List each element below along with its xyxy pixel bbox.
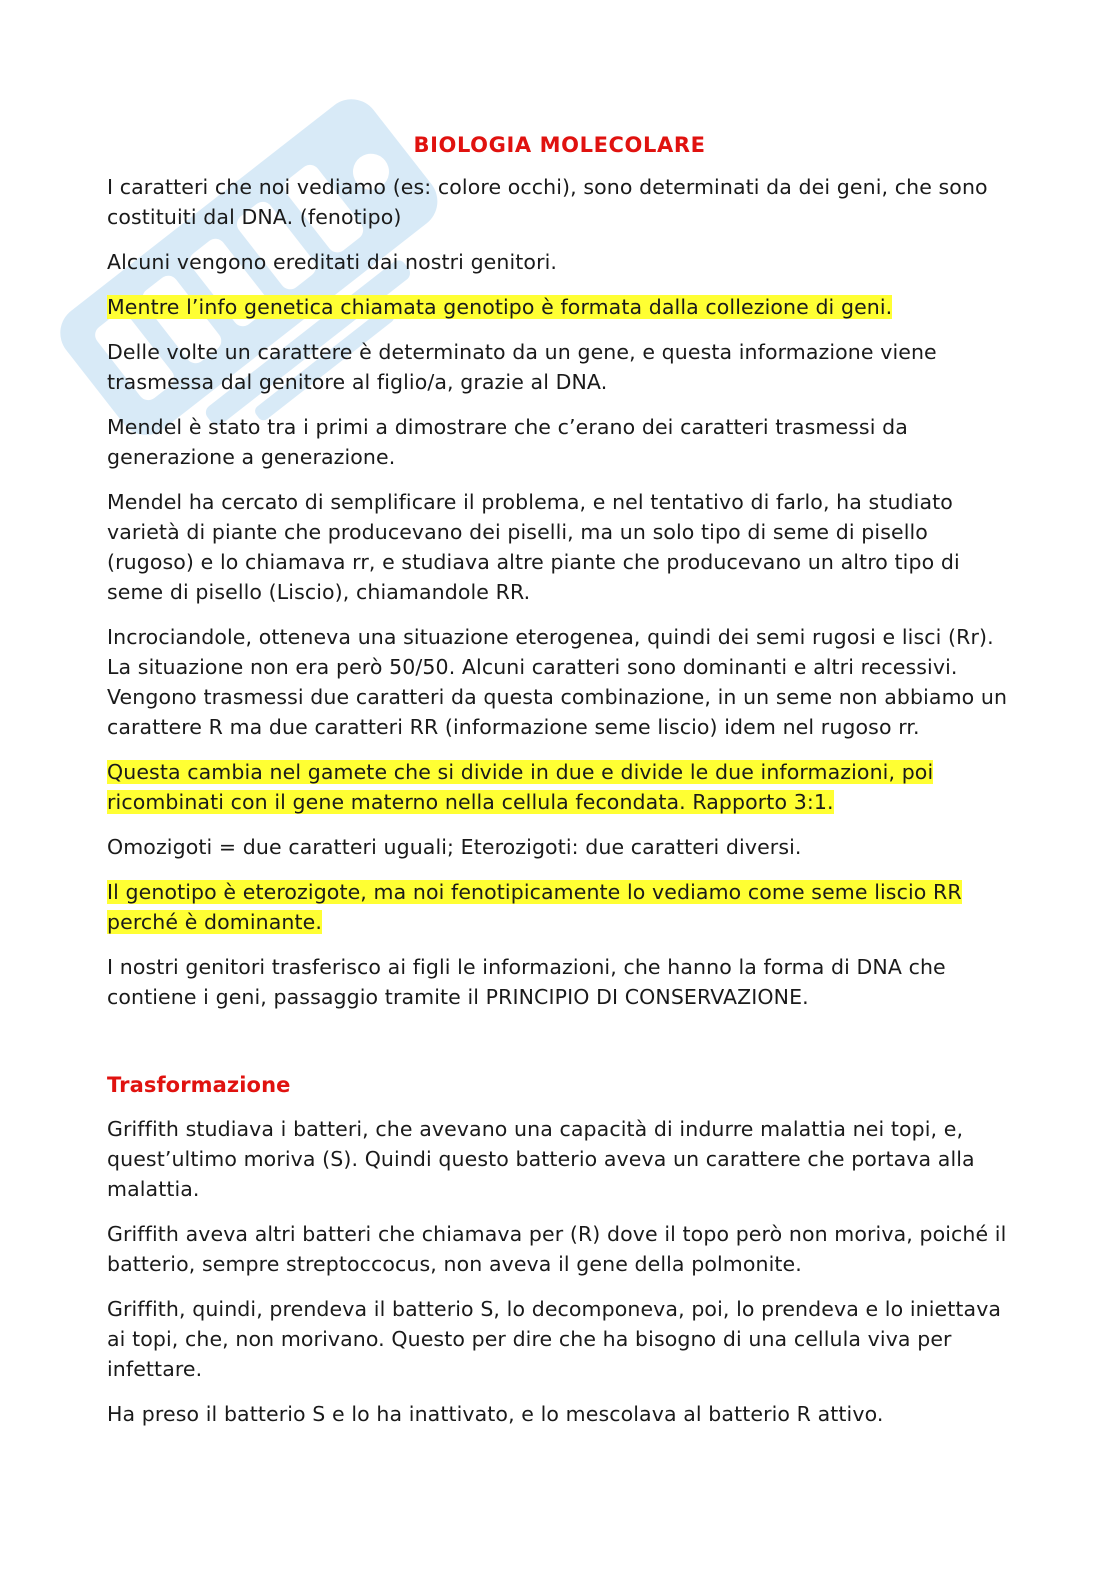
- paragraph: [107, 487, 1012, 607]
- paragraph: [107, 172, 1012, 232]
- document-page: [107, 128, 1012, 1444]
- paragraph: [107, 1294, 1012, 1384]
- paragraph: [107, 952, 1012, 1012]
- paragraph: [107, 1219, 1012, 1279]
- section-trasformazione: [107, 1114, 1012, 1429]
- paragraph-text: Alcuni vengono ereditati dai nostri genitori.: [107, 250, 558, 274]
- paragraph: [107, 622, 1012, 742]
- section-title-trasformazione: Trasformazione: [107, 1073, 291, 1097]
- paragraph: [107, 757, 1012, 817]
- paragraph-text: Griffith aveva altri batteri che chiamava per (R) dove il topo però non moriva, poiché il batterio, sempre streptoccocus, non aveva il gene della polmonite.: [107, 1222, 1007, 1276]
- paragraph: [107, 337, 1012, 397]
- paragraph-text: Omozigoti = due caratteri uguali; Eterozigoti: due caratteri diversi.: [107, 835, 802, 859]
- paragraph: [107, 877, 1012, 937]
- paragraph-text: Mendel ha cercato di semplificare il problema, e nel tentativo di farlo, ha studiato varietà di piante che producevano dei piselli, ma un solo tipo di seme di pisello (rugoso) e lo chiamava rr, e studiava altre piante che producevano un altro tipo di seme di pisello (Liscio), chiamandole RR.: [107, 490, 960, 604]
- paragraph: [107, 832, 1012, 862]
- paragraph: [107, 247, 1012, 277]
- highlighted-text: Il genotipo è eterozigote, ma noi fenotipicamente lo vediamo come seme liscio RR perché è dominante.: [107, 880, 962, 934]
- paragraph-text: Ha preso il batterio S e lo ha inattivato, e lo mescolava al batterio R attivo.: [107, 1402, 884, 1426]
- paragraph-text: Delle volte un carattere è determinato da un gene, e questa informazione viene trasmessa dal genitore al figlio/a, grazie al DNA.: [107, 340, 937, 394]
- paragraph-text: Mendel è stato tra i primi a dimostrare che c’erano dei caratteri trasmessi da generazione a generazione.: [107, 415, 908, 469]
- paragraph-text: Griffith, quindi, prendeva il batterio S, lo decomponeva, poi, lo prendeva e lo iniettava ai topi, che, non morivano. Questo per dire che ha bisogno di una cellula viva per infettare.: [107, 1297, 1002, 1381]
- paragraph-text: Griffith studiava i batteri, che avevano una capacità di indurre malattia nei topi, e, quest’ultimo moriva (S). Quindi questo batterio aveva un carattere che portava alla malattia.: [107, 1117, 975, 1201]
- highlighted-text: Mentre l’info genetica chiamata genotipo è formata dalla collezione di geni.: [107, 295, 893, 319]
- paragraph: [107, 1114, 1012, 1204]
- paragraph-text: I caratteri che noi vediamo (es: colore occhi), sono determinati da dei geni, che sono costituiti dal DNA. (fenotipo): [107, 175, 988, 229]
- paragraph: [107, 292, 1012, 322]
- paragraph: [107, 1399, 1012, 1429]
- highlighted-text: Questa cambia nel gamete che si divide in due e divide le due informazioni, poi ricombinati con il gene materno nella cellula fecondata. Rapporto 3:1.: [107, 760, 934, 814]
- document-title: BIOLOGIA MOLECOLARE: [413, 133, 706, 157]
- paragraph: [107, 412, 1012, 472]
- paragraph-text: Incrociandole, otteneva una situazione eterogenea, quindi dei semi rugosi e lisci (Rr). La situazione non era però 50/50. Alcuni caratteri sono dominanti e altri recessivi. Vengono trasmessi due caratteri da questa combinazione, in un seme non abbiamo un carattere R ma due caratteri RR (informazione seme liscio) idem nel rugoso rr.: [107, 625, 1008, 739]
- section-intro: [107, 172, 1012, 1012]
- paragraph-text: I nostri genitori trasferisco ai figli le informazioni, che hanno la forma di DNA che contiene i geni, passaggio tramite il PRINCIPIO DI CONSERVAZIONE.: [107, 955, 946, 1009]
